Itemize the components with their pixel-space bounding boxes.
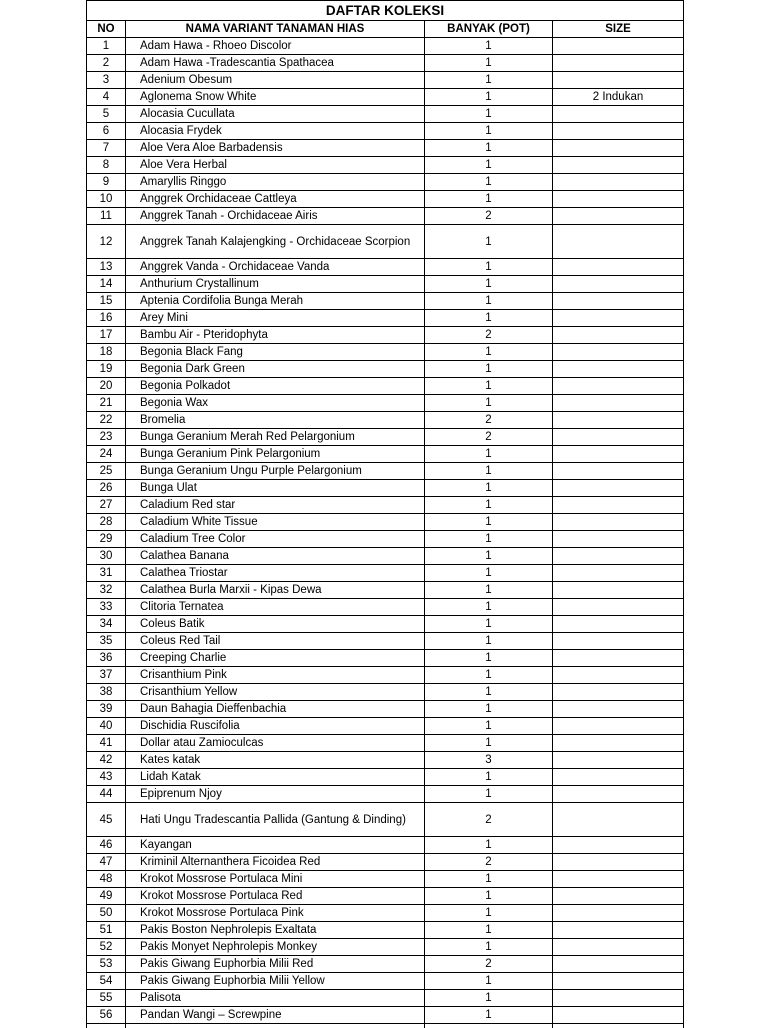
- row-number: 4: [87, 89, 126, 106]
- plant-name: Krokot Mossrose Portulaca Mini: [126, 871, 425, 888]
- table-row: [87, 327, 684, 344]
- size-note: [553, 514, 684, 531]
- pot-count: 1: [425, 888, 553, 905]
- plant-name: Calathea Triostar: [126, 565, 425, 582]
- table-row: [87, 888, 684, 905]
- size-note: [553, 293, 684, 310]
- row-number: 55: [87, 990, 126, 1007]
- pot-count: 1: [425, 514, 553, 531]
- row-number: 17: [87, 327, 126, 344]
- size-note: [553, 480, 684, 497]
- table-row: [87, 854, 684, 871]
- row-number: 45: [87, 803, 126, 837]
- header-name: NAMA VARIANT TANAMAN HIAS: [126, 21, 425, 38]
- size-note: [553, 174, 684, 191]
- table-body: [87, 38, 684, 1028]
- row-number: 50: [87, 905, 126, 922]
- table-row: [87, 769, 684, 786]
- size-note: [553, 616, 684, 633]
- pot-count: 1: [425, 344, 553, 361]
- plant-name: Caladium Tree Color: [126, 531, 425, 548]
- pot-count: 1: [425, 497, 553, 514]
- plant-name: Anggrek Tanah - Orchidaceae Airis: [126, 208, 425, 225]
- row-number: 40: [87, 718, 126, 735]
- table-row: [87, 191, 684, 208]
- pot-count: 1: [425, 395, 553, 412]
- size-note: [553, 735, 684, 752]
- table-row: [87, 412, 684, 429]
- table-row: [87, 565, 684, 582]
- size-note: [553, 140, 684, 157]
- size-note: [553, 752, 684, 769]
- row-number: 14: [87, 276, 126, 293]
- table-row: [87, 208, 684, 225]
- table-row: [87, 939, 684, 956]
- table-row: [87, 837, 684, 854]
- table-row: [87, 259, 684, 276]
- table-row: [87, 684, 684, 701]
- table-row: [87, 310, 684, 327]
- plant-name: Bromelia: [126, 412, 425, 429]
- table-row: [87, 990, 684, 1007]
- size-note: [553, 497, 684, 514]
- pot-count: 1: [425, 786, 553, 803]
- pot-count: 1: [425, 633, 553, 650]
- row-number: 11: [87, 208, 126, 225]
- table-row: [87, 735, 684, 752]
- row-number: 18: [87, 344, 126, 361]
- plant-name: Arey Mini: [126, 310, 425, 327]
- row-number: 5: [87, 106, 126, 123]
- size-note: [553, 1007, 684, 1024]
- pot-count: 1: [425, 939, 553, 956]
- row-number: 37: [87, 667, 126, 684]
- row-number: 27: [87, 497, 126, 514]
- size-note: [553, 837, 684, 854]
- plant-name: Kayangan: [126, 837, 425, 854]
- plant-name: Calathea Burla Marxii - Kipas Dewa: [126, 582, 425, 599]
- size-note: [553, 531, 684, 548]
- plant-name: Adam Hawa -Tradescantia Spathacea: [126, 55, 425, 72]
- plant-name: Pakis Giwang Euphorbia Milii Yellow: [126, 973, 425, 990]
- pot-count: 1: [425, 548, 553, 565]
- row-number: 21: [87, 395, 126, 412]
- pot-count: 1: [425, 701, 553, 718]
- plant-name: Dollar atau Zamioculcas: [126, 735, 425, 752]
- row-number: 3: [87, 72, 126, 89]
- row-number: 24: [87, 446, 126, 463]
- pot-count: 1: [425, 599, 553, 616]
- row-number: 54: [87, 973, 126, 990]
- size-note: [553, 361, 684, 378]
- plant-name: Krokot Mossrose Portulaca Pink: [126, 905, 425, 922]
- pot-count: 2: [425, 327, 553, 344]
- row-number: 47: [87, 854, 126, 871]
- pot-count: 2: [425, 208, 553, 225]
- table-row: [87, 157, 684, 174]
- size-note: [553, 38, 684, 55]
- size-note: [553, 106, 684, 123]
- row-number: 25: [87, 463, 126, 480]
- size-note: [553, 395, 684, 412]
- plant-name: Pakis Giwang Euphorbia Milii Red: [126, 956, 425, 973]
- plant-name: Bunga Ulat: [126, 480, 425, 497]
- pot-count: 1: [425, 684, 553, 701]
- size-note: [553, 599, 684, 616]
- row-number: 38: [87, 684, 126, 701]
- size-note: [553, 259, 684, 276]
- size-note: 2 Indukan: [553, 89, 684, 106]
- plant-name: Crisanthium Pink: [126, 667, 425, 684]
- row-number: 43: [87, 769, 126, 786]
- row-number: 6: [87, 123, 126, 140]
- plant-name: Bunga Geranium Pink Pelargonium: [126, 446, 425, 463]
- plant-name: Coleus Batik: [126, 616, 425, 633]
- table-row: [87, 599, 684, 616]
- plant-name: Anggrek Vanda - Orchidaceae Vanda: [126, 259, 425, 276]
- row-number: 10: [87, 191, 126, 208]
- size-note: [553, 922, 684, 939]
- pot-count: 1: [425, 225, 553, 259]
- plant-name: Dischidia Ruscifolia: [126, 718, 425, 735]
- pot-count: 1: [425, 480, 553, 497]
- pot-count: 1: [425, 463, 553, 480]
- pot-count: 1: [425, 310, 553, 327]
- table-row: [87, 72, 684, 89]
- table-row: [87, 344, 684, 361]
- header-qty: BANYAK (POT): [425, 21, 553, 38]
- plant-name: Begonia Dark Green: [126, 361, 425, 378]
- size-note: [553, 157, 684, 174]
- size-note: [553, 650, 684, 667]
- table-row: [87, 395, 684, 412]
- row-number: 36: [87, 650, 126, 667]
- table-row: [87, 718, 684, 735]
- table-row: [87, 633, 684, 650]
- empty-cell: [553, 1024, 684, 1028]
- plant-name: Anggrek Tanah Kalajengking - Orchidaceae Scorpion: [126, 225, 425, 259]
- table-row: [87, 361, 684, 378]
- row-number: 22: [87, 412, 126, 429]
- plant-name: Adenium Obesum: [126, 72, 425, 89]
- pot-count: 1: [425, 650, 553, 667]
- plant-name: Alocasia Frydek: [126, 123, 425, 140]
- row-number: 39: [87, 701, 126, 718]
- size-note: [553, 718, 684, 735]
- row-number: 7: [87, 140, 126, 157]
- table-row: [87, 174, 684, 191]
- table-row: [87, 531, 684, 548]
- table-row: [87, 752, 684, 769]
- size-note: [553, 327, 684, 344]
- pot-count: 1: [425, 293, 553, 310]
- size-note: [553, 191, 684, 208]
- table-row: [87, 106, 684, 123]
- pot-count: 1: [425, 123, 553, 140]
- pot-count: 1: [425, 735, 553, 752]
- pot-count: 1: [425, 55, 553, 72]
- plant-name: Palisota: [126, 990, 425, 1007]
- size-note: [553, 990, 684, 1007]
- pot-count: 3: [425, 752, 553, 769]
- pot-count: 1: [425, 38, 553, 55]
- table-row: [87, 514, 684, 531]
- pot-count: 1: [425, 718, 553, 735]
- size-note: [553, 55, 684, 72]
- row-number: 28: [87, 514, 126, 531]
- row-number: 56: [87, 1007, 126, 1024]
- table-row: [87, 548, 684, 565]
- table-row: [87, 786, 684, 803]
- plant-name: Clitoria Ternatea: [126, 599, 425, 616]
- size-note: [553, 463, 684, 480]
- empty-cell: [126, 1024, 425, 1028]
- size-note: [553, 225, 684, 259]
- plant-name: Bambu Air - Pteridophyta: [126, 327, 425, 344]
- plant-name: Epiprenum Njoy: [126, 786, 425, 803]
- size-note: [553, 888, 684, 905]
- plant-name: Creeping Charlie: [126, 650, 425, 667]
- table-row: [87, 1007, 684, 1024]
- row-number: 42: [87, 752, 126, 769]
- pot-count: 2: [425, 854, 553, 871]
- plant-name: Coleus Red Tail: [126, 633, 425, 650]
- row-number: 44: [87, 786, 126, 803]
- plant-name: Adam Hawa - Rhoeo Discolor: [126, 38, 425, 55]
- size-note: [553, 871, 684, 888]
- empty-cell: [87, 1024, 126, 1028]
- size-note: [553, 276, 684, 293]
- size-note: [553, 208, 684, 225]
- plant-name: Pakis Monyet Nephrolepis Monkey: [126, 939, 425, 956]
- size-note: [553, 72, 684, 89]
- row-number: 52: [87, 939, 126, 956]
- size-note: [553, 446, 684, 463]
- plant-name: Aloe Vera Aloe Barbadensis: [126, 140, 425, 157]
- pot-count: 1: [425, 837, 553, 854]
- pot-count: 1: [425, 905, 553, 922]
- plant-name: Amaryllis Ringgo: [126, 174, 425, 191]
- table-row: [87, 123, 684, 140]
- plant-name: Calathea Banana: [126, 548, 425, 565]
- table-row: [87, 89, 684, 106]
- row-number: 30: [87, 548, 126, 565]
- plant-name: Alocasia Cucullata: [126, 106, 425, 123]
- table-row: [87, 378, 684, 395]
- pot-count: 1: [425, 259, 553, 276]
- pot-count: 1: [425, 565, 553, 582]
- row-number: 19: [87, 361, 126, 378]
- pot-count: 1: [425, 922, 553, 939]
- pot-count: 1: [425, 531, 553, 548]
- table-row: [87, 38, 684, 55]
- table-row: [87, 650, 684, 667]
- pot-count: 1: [425, 174, 553, 191]
- plant-name: Lidah Katak: [126, 769, 425, 786]
- size-note: [553, 905, 684, 922]
- plant-name: Bunga Geranium Merah Red Pelargonium: [126, 429, 425, 446]
- plant-name: Begonia Polkadot: [126, 378, 425, 395]
- row-number: 9: [87, 174, 126, 191]
- row-number: 8: [87, 157, 126, 174]
- pot-count: 2: [425, 803, 553, 837]
- table-row: [87, 140, 684, 157]
- size-note: [553, 973, 684, 990]
- size-note: [553, 548, 684, 565]
- plant-name: Aloe Vera Herbal: [126, 157, 425, 174]
- table-row: [87, 973, 684, 990]
- row-number: 32: [87, 582, 126, 599]
- row-number: 35: [87, 633, 126, 650]
- plant-name: Pandan Wangi – Screwpine: [126, 1007, 425, 1024]
- pot-count: 2: [425, 956, 553, 973]
- size-note: [553, 412, 684, 429]
- row-number: 13: [87, 259, 126, 276]
- table-row: [87, 276, 684, 293]
- row-number: 49: [87, 888, 126, 905]
- table-title: DAFTAR KOLEKSI: [87, 1, 684, 21]
- pot-count: 1: [425, 667, 553, 684]
- table-row: [87, 667, 684, 684]
- size-note: [553, 667, 684, 684]
- table-row: [87, 905, 684, 922]
- table-row: [87, 480, 684, 497]
- pot-count: 1: [425, 973, 553, 990]
- pot-count: 1: [425, 582, 553, 599]
- pot-count: 1: [425, 616, 553, 633]
- table-row: [87, 616, 684, 633]
- plant-name: Pakis Boston Nephrolepis Exaltata: [126, 922, 425, 939]
- row-number: 33: [87, 599, 126, 616]
- row-number: 29: [87, 531, 126, 548]
- table-row: [87, 463, 684, 480]
- row-number: 2: [87, 55, 126, 72]
- pot-count: 1: [425, 72, 553, 89]
- table-row: [87, 871, 684, 888]
- row-number: 1: [87, 38, 126, 55]
- size-note: [553, 633, 684, 650]
- row-number: 31: [87, 565, 126, 582]
- pot-count: 1: [425, 157, 553, 174]
- pot-count: 1: [425, 89, 553, 106]
- plant-name: Aglonema Snow White: [126, 89, 425, 106]
- size-note: [553, 684, 684, 701]
- plant-name: Krokot Mossrose Portulaca Red: [126, 888, 425, 905]
- pot-count: 2: [425, 429, 553, 446]
- size-note: [553, 310, 684, 327]
- pot-count: 1: [425, 1007, 553, 1024]
- size-note: [553, 123, 684, 140]
- row-number: 46: [87, 837, 126, 854]
- size-note: [553, 769, 684, 786]
- pot-count: 1: [425, 871, 553, 888]
- table-row: [87, 582, 684, 599]
- empty-cell: [425, 1024, 553, 1028]
- size-note: [553, 429, 684, 446]
- table-row: [87, 803, 684, 837]
- row-number: 41: [87, 735, 126, 752]
- row-number: 48: [87, 871, 126, 888]
- pot-count: 1: [425, 378, 553, 395]
- row-number: 16: [87, 310, 126, 327]
- pot-count: 1: [425, 446, 553, 463]
- pot-count: 1: [425, 990, 553, 1007]
- plant-name: Crisanthium Yellow: [126, 684, 425, 701]
- table-row: [87, 225, 684, 259]
- size-note: [553, 565, 684, 582]
- header-row: [87, 21, 684, 38]
- table-row: [87, 293, 684, 310]
- title-row: [87, 1, 684, 21]
- row-number: 51: [87, 922, 126, 939]
- plant-name: Caladium White Tissue: [126, 514, 425, 531]
- size-note: [553, 378, 684, 395]
- plant-name: Anthurium Crystallinum: [126, 276, 425, 293]
- size-note: [553, 956, 684, 973]
- row-number: 53: [87, 956, 126, 973]
- size-note: [553, 803, 684, 837]
- table-row: [87, 956, 684, 973]
- pot-count: 1: [425, 106, 553, 123]
- plant-name: Caladium Red star: [126, 497, 425, 514]
- size-note: [553, 786, 684, 803]
- pot-count: 1: [425, 276, 553, 293]
- table-row: [87, 497, 684, 514]
- table-row: [87, 55, 684, 72]
- collection-table: [86, 0, 684, 1028]
- size-note: [553, 582, 684, 599]
- header-no: NO: [87, 21, 126, 38]
- size-note: [553, 344, 684, 361]
- table-row: [87, 922, 684, 939]
- plant-name: Aptenia Cordifolia Bunga Merah: [126, 293, 425, 310]
- pot-count: 1: [425, 769, 553, 786]
- plant-name: Hati Ungu Tradescantia Pallida (Gantung & Dinding): [126, 803, 425, 837]
- header-size: SIZE: [553, 21, 684, 38]
- plant-name: Daun Bahagia Dieffenbachia: [126, 701, 425, 718]
- plant-name: Begonia Wax: [126, 395, 425, 412]
- plant-name: Kriminil Alternanthera Ficoidea Red: [126, 854, 425, 871]
- pot-count: 2: [425, 412, 553, 429]
- pot-count: 1: [425, 191, 553, 208]
- pot-count: 1: [425, 140, 553, 157]
- size-note: [553, 701, 684, 718]
- plant-name: Kates katak: [126, 752, 425, 769]
- plant-name: Begonia Black Fang: [126, 344, 425, 361]
- row-number: 20: [87, 378, 126, 395]
- table-row-cutoff: [87, 1024, 684, 1028]
- row-number: 15: [87, 293, 126, 310]
- size-note: [553, 939, 684, 956]
- table-row: [87, 701, 684, 718]
- table-row: [87, 446, 684, 463]
- row-number: 26: [87, 480, 126, 497]
- pot-count: 1: [425, 361, 553, 378]
- table-row: [87, 429, 684, 446]
- row-number: 34: [87, 616, 126, 633]
- size-note: [553, 854, 684, 871]
- plant-name: Bunga Geranium Ungu Purple Pelargonium: [126, 463, 425, 480]
- row-number: 23: [87, 429, 126, 446]
- row-number: 12: [87, 225, 126, 259]
- plant-name: Anggrek Orchidaceae Cattleya: [126, 191, 425, 208]
